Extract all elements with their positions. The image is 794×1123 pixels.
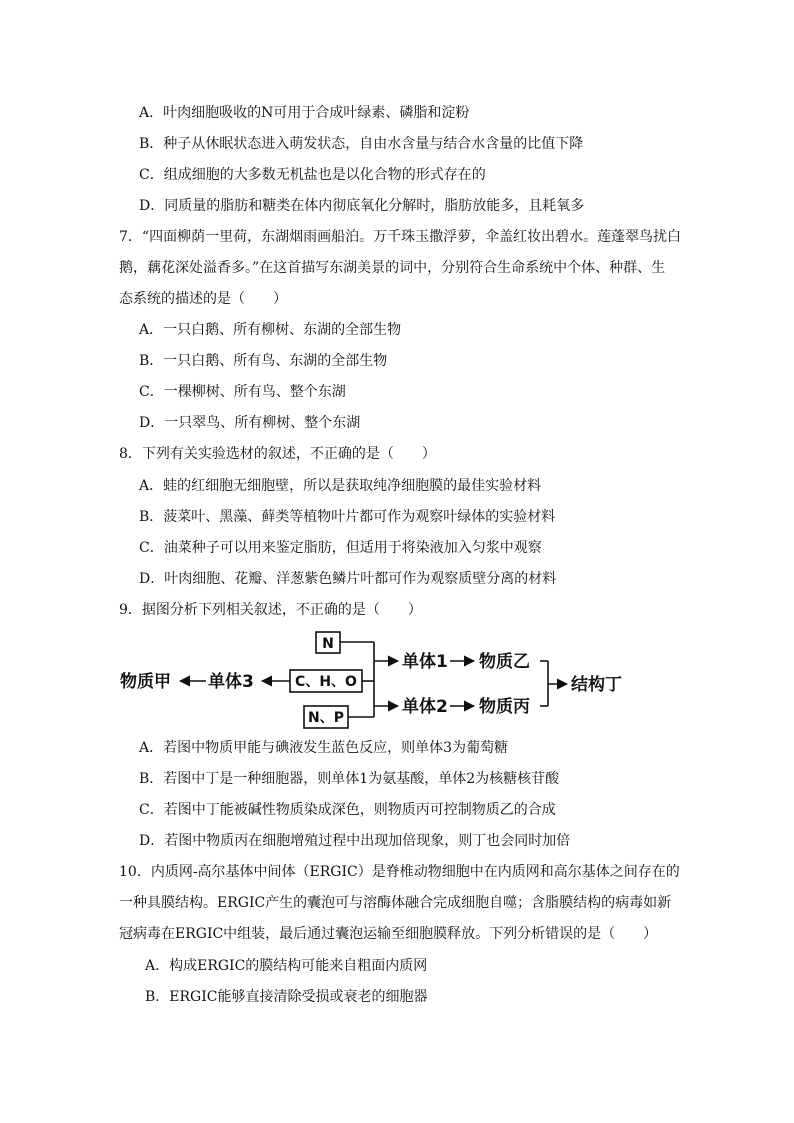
q9-option-a: A．若图中物质甲能与碘液发生蓝色反应，则单体3为葡萄糖: [139, 740, 509, 756]
q9-stem: 9．据图分析下列相关叙述，不正确的是（ ）: [119, 602, 422, 618]
q7-option-d: D．一只翠鸟、所有柳树、整个东湖: [139, 415, 361, 431]
box-n-label: N: [322, 636, 334, 652]
q6-option-b: B．种子从休眠状态进入萌发状态，自由水含量与结合水含量的比值下降: [139, 136, 584, 152]
q10-option-a: A．构成ERGIC的膜结构可能来自粗面内质网: [145, 958, 428, 974]
q9-option-c: C．若图中丁能被碱性物质染成深色，则物质丙可控制物质乙的合成: [139, 802, 556, 818]
q8-option-a: A．蛙的红细胞无细胞壁，所以是获取纯净细胞膜的最佳实验材料: [139, 478, 542, 494]
q7-stem-line-1: 7．“四面柳荫一里荷，东湖烟雨画船泊。万千珠玉撒浮萝，伞盖红妆出碧水。莲蓬翠鸟扰白: [119, 229, 682, 245]
q10-stem-line-1: 10．内质网-高尔基体中间体（ERGIC）是脊椎动物细胞中在内质网和高尔基体之间存在的: [119, 864, 680, 880]
substance-jia-label: 物质甲: [120, 672, 171, 692]
monomer1-label: 单体1: [402, 652, 448, 672]
q9-option-d: D．若图中物质丙在细胞增殖过程中出现加倍现象，则丁也会同时加倍: [139, 833, 571, 849]
q10-option-b: B．ERGIC能够直接清除受损或衰老的细胞器: [145, 989, 428, 1005]
substance-yi-label: 物质乙: [479, 652, 530, 672]
q6-option-d: D．同质量的脂肪和糖类在体内彻底氧化分解时，脂肪放能多，且耗氧多: [139, 198, 585, 214]
q7-option-b: B．一只白鹅、所有鸟、东湖的全部生物: [139, 353, 388, 369]
box-n: [316, 632, 340, 653]
box-np: [304, 706, 348, 728]
q6-option-a: A．叶肉细胞吸收的N可用于合成叶绿素、磷脂和淀粉: [139, 105, 470, 121]
q8-option-c: C．油菜种子可以用来鉴定脂肪，但适用于将染液加入匀浆中观察: [139, 540, 542, 556]
substance-bing-label: 物质丙: [479, 697, 530, 717]
q7-stem-line-2: 鹅，藕花深处溢香多。”在这首描写东湖美景的词中，分别符合生命系统中个体、种群、生: [119, 260, 666, 276]
q7-stem-line-3: 态系统的描述的是（ ）: [119, 291, 287, 307]
box-cho: [290, 670, 362, 692]
structure-ding-label: 结构丁: [571, 675, 622, 695]
q6-option-c: C．组成细胞的大多数无机盐也是以化合物的形式存在的: [139, 167, 486, 183]
q7-option-c: C．一棵柳树、所有鸟、整个东湖: [139, 384, 346, 400]
q10-stem-line-2: 一种具膜结构。ERGIC产生的囊泡可与溶酶体融合完成细胞自噬；含脂膜结构的病毒如新: [119, 895, 672, 911]
q10-stem-line-3: 冠病毒在ERGIC中组装，最后通过囊泡运输至细胞膜释放。下列分析错误的是（ ）: [119, 926, 658, 942]
q8-stem: 8．下列有关实验选材的叙述，不正确的是（ ）: [119, 446, 436, 462]
monomer2-label: 单体2: [402, 697, 448, 717]
q7-option-a: A．一只白鹅、所有柳树、东湖的全部生物: [139, 322, 402, 338]
q9-option-b: B．若图中丁是一种细胞器，则单体1为氨基酸，单体2为核糖核苷酸: [139, 771, 560, 787]
q8-option-d: D．叶肉细胞、花瓣、洋葱紫色鳞片叶都可作为观察质壁分离的材料: [139, 571, 557, 587]
box-cho-label: C、H、O: [295, 674, 357, 690]
monomer3-label: 单体3: [208, 672, 254, 692]
box-np-label: N、P: [308, 710, 344, 726]
q8-option-b: B．菠菜叶、黑藻、藓类等植物叶片都可作为观察叶绿体的实验材料: [139, 509, 556, 525]
